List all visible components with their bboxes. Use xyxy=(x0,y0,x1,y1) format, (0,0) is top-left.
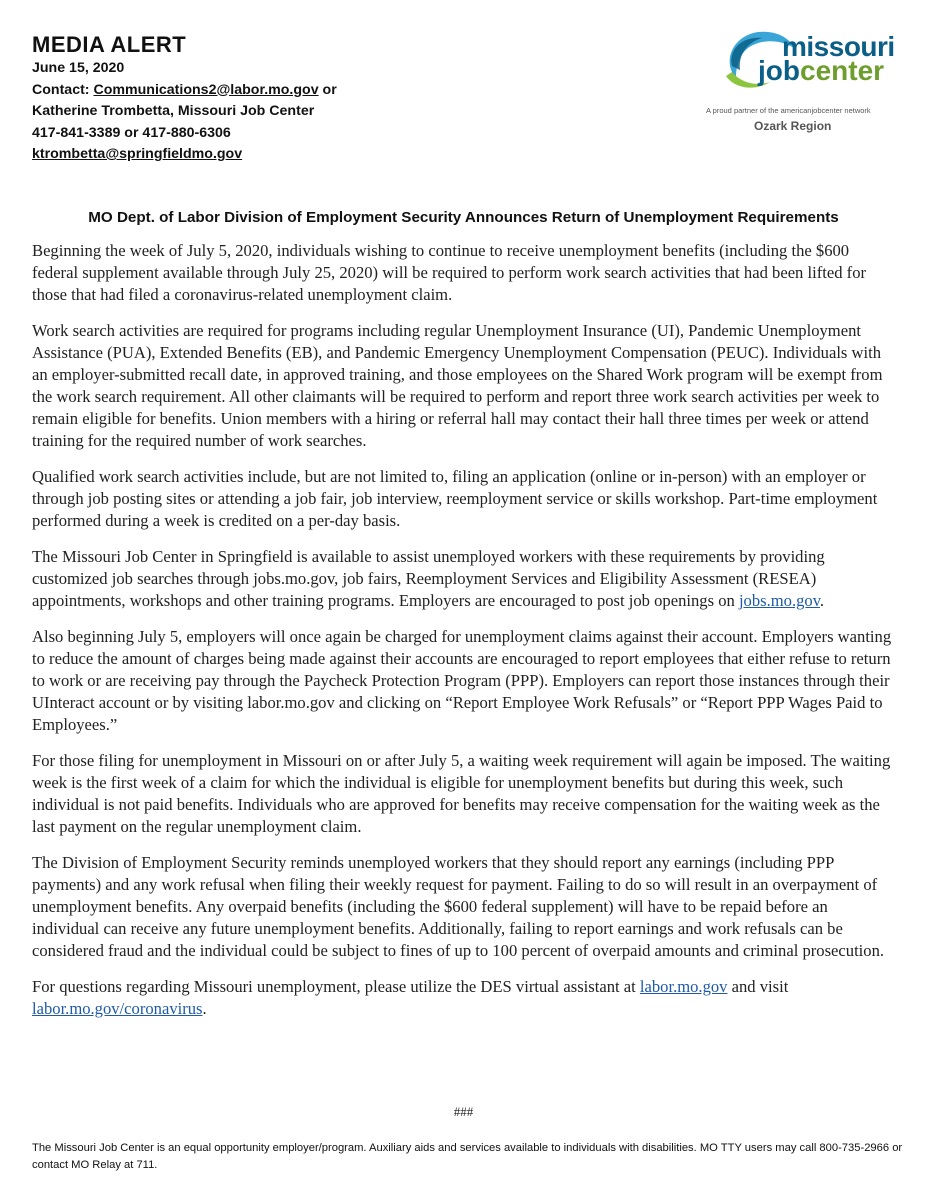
logo-word-job: job xyxy=(758,55,800,86)
paragraph-8-mid: and visit xyxy=(727,977,789,996)
paragraph-1: Beginning the week of July 5, 2020, individuals wishing to continue to receive unemployment benefits (including the $600 federal supplement available through July 25, 2020) will be required to perform work search activities that had been lifted for those that had filed a coronavirus-related unemployment claim. xyxy=(32,241,867,304)
logo-region: Ozark Region xyxy=(754,119,832,133)
contact-phones: 417-841-3389 or 417-880-6306 xyxy=(32,124,231,141)
coronavirus-link[interactable]: labor.mo.gov/coronavirus xyxy=(32,999,203,1018)
paragraph-8-end: . xyxy=(202,999,207,1018)
footer-disclaimer: The Missouri Job Center is an equal opportunity employer/program. Auxiliary aids and services available to individuals with disabilities. MO TTY users may call 800-735-2966 or contact MO Relay at 711. xyxy=(32,1142,903,1171)
contact-person: Katherine Trombetta, Missouri Job Center xyxy=(32,103,315,119)
date-line: June 15, 2020 xyxy=(32,60,125,76)
paragraph-8-text: For questions regarding Missouri unemployment, please utilize the DES virtual assistant at xyxy=(32,977,640,996)
missouri-job-center-logo xyxy=(706,26,908,136)
labor-mo-gov-link[interactable]: labor.mo.gov xyxy=(639,977,728,996)
logo-word-missouri: missouri xyxy=(782,31,895,62)
paragraph-4-end: . xyxy=(819,591,825,610)
press-headline: MO Dept. of Labor Division of Employment Security Announces Return of Unemployment Requirements xyxy=(88,209,839,226)
contact-email2-line xyxy=(32,144,492,166)
logo-word-jobcenter xyxy=(758,56,884,86)
end-mark: ### xyxy=(453,1104,474,1119)
paragraph-3: Qualified work search activities include, but are not limited to, filing an application (online or in-person) with an employer or through job posting sites or attending a job fair, job interview, reemployment service or skills workshop. Part-time employment performed during a week is credited on a per-day basis. xyxy=(32,467,878,530)
paragraph-2: Work search activities are required for programs including regular Unemployment Insurance (UI), Pandemic Unemployment Assistance (PUA), Extended Benefits (EB), and Pandemic Emergency Unemployment Compensation (PEUC). Individuals with an employer-submitted recall date, in approved training, and those employees on the Shared Work program will be exempt from the work search requirement. All other claimants will be required to perform and report three work search activities per week to remain eligible for benefits. Union members with a hiring or referral hall may contact their hall three times per week or attend training for the required number of work searches. xyxy=(32,321,883,450)
contact-or: or xyxy=(318,81,337,98)
contact-email-link[interactable]: Communications2@labor.mo.gov xyxy=(93,81,319,98)
jobs-mo-gov-link[interactable]: jobs.mo.gov xyxy=(738,591,820,610)
contact-header xyxy=(32,32,492,166)
press-body xyxy=(32,240,895,1034)
paragraph-4 xyxy=(32,546,895,612)
contact-email2-link[interactable]: ktrombetta@springfieldmo.gov xyxy=(32,146,243,162)
logo-partner-text: A proud partner of the americanjobcenter network xyxy=(706,106,871,115)
paragraph-4-text: The Missouri Job Center in Springfield is available to assist unemployed workers with these requirements by providing customized job searches through jobs.mo.gov, job fairs, Reemployment Services and Eligibility Assessment (RESEA) appointments, workshops and other training programs. Employers are encouraged to post job openings on xyxy=(32,547,825,610)
logo-word-center: center xyxy=(800,55,885,86)
contact-label: Contact: xyxy=(32,81,94,98)
paragraph-7: The Division of Employment Security reminds unemployed workers that they should report any earnings (including PPP payments) and any work refusal when filing their weekly request for payment. Failing to do so will result in an overpayment of unemployment benefits. Any overpaid benefits (including the $600 federal supplement) will have to be repaid before an individual can receive any future unemployment benefits. Additionally, failing to report earnings and work refusals can be considered fraud and the individual could be subject to fines of up to 100 percent of overpaid amounts and criminal prosecution. xyxy=(32,853,885,960)
contact-line xyxy=(32,80,492,102)
paragraph-6: For those filing for unemployment in Missouri on or after July 5, a waiting week requirement will again be imposed. The waiting week is the first week of a claim for which the individual is eligible for unemployment benefits but during this week, such individual is not paid benefits. Individuals who are approved for benefits may receive compensation for the waiting week as the last payment on the regular unemployment claim. xyxy=(32,751,891,836)
paragraph-8 xyxy=(32,976,895,1020)
alert-title: MEDIA ALERT xyxy=(32,32,187,57)
paragraph-5: Also beginning July 5, employers will once again be charged for unemployment claims against their account. Employers wanting to reduce the amount of charges being made against their accounts are encouraged to report employees that either refuse to return to work or are receiving pay through the Paycheck Protection Program (PPP). Employers can report those instances through their UInteract account or by visiting labor.mo.gov and clicking on “Report Employee Work Refusals” or “Report PPP Wages Paid to Employees.” xyxy=(32,627,892,734)
